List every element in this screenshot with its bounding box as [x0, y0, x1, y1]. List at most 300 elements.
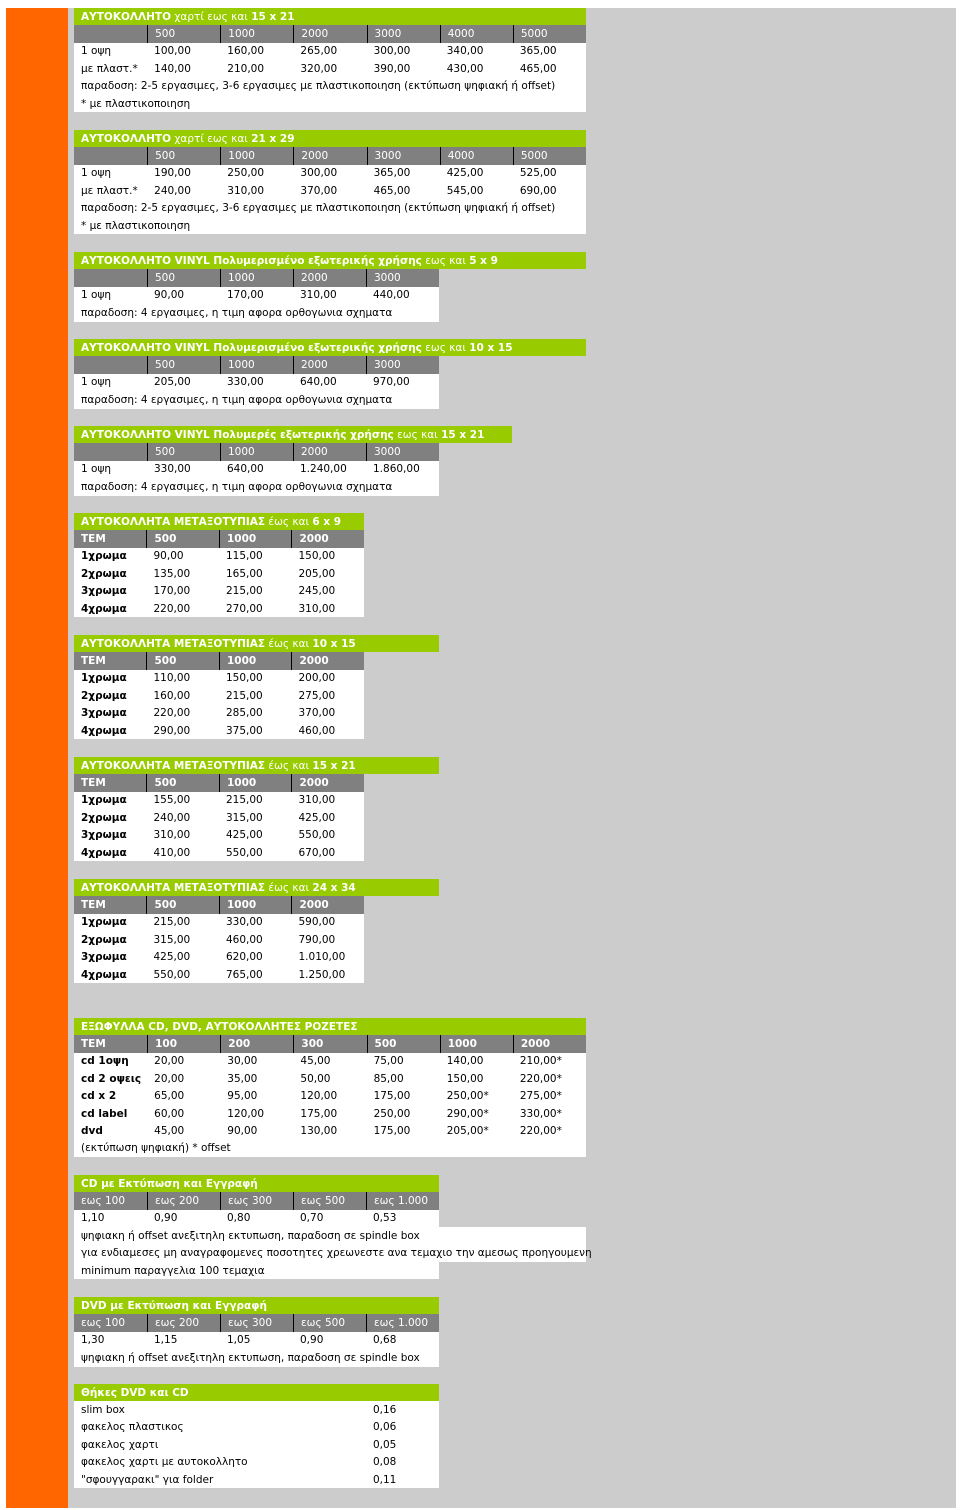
column-header: εως 500 — [293, 1314, 366, 1331]
table-row — [74, 705, 364, 722]
column-header: 2000 — [293, 269, 366, 286]
table-row — [74, 844, 364, 861]
table-cell: 170,00 — [153, 585, 191, 598]
column-header: 2000 — [291, 652, 364, 669]
section-title-mid: έως και — [265, 881, 313, 894]
section-title-main: ΑΥΤΟΚΟΛΛΗΤΟ — [81, 10, 172, 23]
table-cell: 220,00 — [153, 707, 191, 720]
section-sticker-21x29 — [74, 130, 586, 234]
item-price: 0,08 — [372, 1456, 397, 1469]
column-header: 200 — [220, 1035, 293, 1052]
table-cell: 430,00 — [446, 62, 484, 75]
column-header-row — [74, 1035, 586, 1052]
column-header: 1000 — [219, 896, 292, 913]
column-header: 100 — [147, 1035, 220, 1052]
table-cell: 0,90 — [154, 1212, 178, 1225]
section-title-mid: έως και — [265, 515, 313, 528]
column-header-row — [74, 269, 439, 286]
table-cell: 85,00 — [373, 1072, 404, 1085]
table-cell: 1.240,00 — [300, 463, 347, 476]
section-title — [74, 426, 512, 443]
item-label: slim box — [81, 1404, 125, 1417]
table-cell: 765,00 — [226, 968, 263, 981]
table-cell: με πλαστ.* — [81, 184, 138, 197]
column-header: 1000 — [219, 774, 292, 791]
section-cd-print-burn — [74, 1175, 592, 1279]
table-cell: 425,00 — [446, 167, 484, 180]
column-header: ΤΕΜ — [81, 1038, 106, 1051]
table-cell: 440,00 — [373, 289, 410, 302]
table-row — [74, 548, 364, 565]
column-header: 500 — [146, 774, 219, 791]
column-header: 1000 — [220, 25, 293, 42]
table-cell: 1,30 — [81, 1334, 105, 1347]
table-row — [74, 43, 586, 60]
column-header: 3000 — [367, 25, 440, 42]
section-title-mid: έως και — [265, 637, 313, 650]
table-cell: 640,00 — [300, 376, 337, 389]
table-cell: 2χρωμα — [81, 933, 127, 946]
table-cell: 1 οψη — [81, 376, 112, 389]
table-cell: 45,00 — [300, 1055, 331, 1068]
table-cell: 310,00 — [298, 794, 336, 807]
table-cell: 550,00 — [226, 846, 263, 859]
section-title — [74, 879, 439, 896]
table-cell: 340,00 — [446, 45, 484, 58]
section-title-main: CD με Εκτύπωση και Εγγραφή — [81, 1177, 258, 1190]
section-title-mid: χαρτί εως και — [171, 10, 252, 23]
table-cell: 170,00 — [227, 289, 264, 302]
column-header-row — [74, 147, 586, 164]
section-title-text — [81, 1300, 267, 1312]
table-cell: 150,00 — [226, 672, 263, 685]
section-title — [74, 513, 364, 530]
table-cell: 1 οψη — [81, 289, 112, 302]
table-cell: 1χρωμα — [81, 916, 127, 929]
table-cell: 525,00 — [519, 167, 557, 180]
section-title-main: ΑΥΤΟΚΟΛΛΗΤΟ — [81, 132, 172, 145]
table-cell: 550,00 — [153, 968, 191, 981]
table-cell: 1.010,00 — [298, 951, 346, 964]
section-title-main: ΑΥΤΟΚΟΛΛΗΤΟ VINYL Πολυμερές εξωτερικής χρήσης — [81, 428, 394, 441]
column-header: 500 — [147, 25, 220, 42]
table-row — [74, 374, 439, 391]
column-header: εως 100 — [81, 1195, 126, 1208]
table-cell: 30,00 — [227, 1055, 258, 1068]
column-header: ΤΕΜ — [81, 899, 106, 912]
column-header: 500 — [146, 896, 219, 913]
table-cell: 250,00* — [446, 1090, 489, 1103]
column-header: 3000 — [366, 356, 439, 373]
table-cell: 200,00 — [298, 672, 336, 685]
table-cell: 425,00 — [298, 811, 336, 824]
item-price: 0,11 — [372, 1473, 397, 1486]
table-cell: 160,00 — [227, 45, 265, 58]
table-cell: 175,00 — [300, 1107, 338, 1120]
table-row — [74, 461, 439, 478]
table-cell: 425,00 — [153, 951, 191, 964]
column-header-row — [74, 530, 364, 547]
table-cell: 640,00 — [227, 463, 264, 476]
table-cell: 330,00* — [519, 1107, 562, 1120]
note-text: για ενδιαμεσες μη αναγραφομενες ποσοτητες χρεωνεστε ανα τεμαχιο την αμεσως προηγουμενη — [74, 1245, 586, 1262]
column-header — [74, 269, 147, 286]
table-cell: 460,00 — [226, 933, 263, 946]
section-title — [74, 1018, 586, 1035]
section-title — [74, 1384, 439, 1401]
table-cell: 425,00 — [226, 829, 263, 842]
table-cell: 330,00 — [154, 463, 191, 476]
table-cell: 320,00 — [300, 62, 338, 75]
column-header: 1000 — [220, 356, 293, 373]
item-label: φακελος χαρτι με αυτοκολλητο — [81, 1456, 248, 1469]
table-row — [74, 792, 364, 809]
column-header: εως 300 — [220, 1314, 293, 1331]
column-header — [74, 356, 147, 373]
table-row — [74, 827, 364, 844]
table-cell: 0,80 — [227, 1212, 251, 1225]
table-row — [74, 687, 364, 704]
column-header-row — [74, 1192, 439, 1209]
column-header: 2000 — [293, 25, 366, 42]
table-cell: 315,00 — [226, 811, 263, 824]
table-cell: 365,00 — [519, 45, 557, 58]
section-title-text — [81, 429, 484, 441]
table-cell: 545,00 — [446, 184, 484, 197]
table-cell: 370,00 — [300, 184, 338, 197]
table-cell: 240,00 — [154, 184, 191, 197]
item-price: 0,06 — [372, 1421, 397, 1434]
table-cell: 690,00 — [519, 184, 557, 197]
column-header: 500 — [146, 652, 219, 669]
table-cell: 150,00 — [446, 1072, 484, 1085]
table-cell: 210,00* — [519, 1055, 562, 1068]
table-cell: 2χρωμα — [81, 689, 127, 702]
table-cell: 45,00 — [154, 1125, 185, 1138]
table-cell: 220,00* — [519, 1125, 562, 1138]
table-cell: 215,00 — [226, 794, 263, 807]
list-item — [74, 1454, 439, 1471]
table-cell: 250,00 — [227, 167, 265, 180]
table-row — [74, 1088, 586, 1105]
table-cell: 310,00 — [227, 184, 265, 197]
column-header-row — [74, 652, 364, 669]
section-cd-covers — [74, 1018, 586, 1157]
table-cell: 2χρωμα — [81, 567, 127, 580]
column-header: εως 200 — [147, 1314, 220, 1331]
table-row — [74, 287, 439, 304]
column-header: 1000 — [220, 269, 293, 286]
column-header: 1000 — [219, 652, 292, 669]
column-header — [74, 443, 147, 460]
table-cell: 110,00 — [153, 672, 191, 685]
table-cell: 270,00 — [226, 602, 263, 615]
table-row — [74, 565, 364, 582]
section-silkscreen-6x9 — [74, 513, 364, 617]
section-sticker-15x21 — [74, 8, 586, 112]
section-title — [74, 339, 586, 356]
table-cell: 550,00 — [298, 829, 336, 842]
note-text: παραδοση: 4 εργασιμες, η τιμη αφορα ορθογωνια σχηματα — [74, 391, 439, 408]
note-text: ψηφιακη ή offset ανεξιτηλη εκτυπωση, παραδοση σε spindle box — [74, 1349, 439, 1366]
column-header: 2000 — [513, 1035, 586, 1052]
section-title-mid: εως και — [393, 428, 442, 441]
table-cell: 4χρωμα — [81, 724, 127, 737]
column-header: 1000 — [220, 443, 293, 460]
table-cell: 590,00 — [298, 916, 336, 929]
column-header: εως 1.000 — [366, 1192, 439, 1209]
item-price: 0,16 — [372, 1404, 397, 1417]
table-cell: 60,00 — [154, 1107, 185, 1120]
section-title-main: ΕΞΩΦΥΛΛΑ CD, DVD, ΑΥΤΟΚΟΛΛΗΤΕΣ ΡΟΖΕΤΕΣ — [81, 1020, 358, 1033]
column-header: 500 — [147, 147, 220, 164]
table-cell: 370,00 — [298, 707, 336, 720]
section-title-text — [81, 882, 356, 894]
table-row — [74, 1122, 586, 1139]
section-title-main: DVD με Εκτύπωση και Εγγραφή — [81, 1299, 267, 1312]
table-row — [74, 1210, 439, 1227]
table-cell: 1 οψη — [81, 463, 112, 476]
table-cell: 155,00 — [153, 794, 191, 807]
table-cell: 100,00 — [154, 45, 191, 58]
column-header: 4000 — [440, 147, 513, 164]
table-row — [74, 809, 364, 826]
table-cell: 190,00 — [154, 167, 191, 180]
table-cell: 210,00 — [227, 62, 265, 75]
orange-sidebar — [6, 8, 68, 1508]
list-item — [74, 1419, 439, 1436]
table-cell: 285,00 — [226, 707, 263, 720]
section-title — [74, 757, 439, 774]
table-cell: 390,00 — [373, 62, 411, 75]
section-title-size: 10 x 15 — [312, 637, 356, 650]
table-cell: 375,00 — [226, 724, 263, 737]
list-item — [74, 1436, 439, 1453]
table-cell: 1,10 — [81, 1212, 105, 1225]
table-cell: cd x 2 — [81, 1090, 117, 1103]
table-cell: 2χρωμα — [81, 811, 127, 824]
table-cell: 300,00 — [300, 167, 338, 180]
table-cell: 35,00 — [227, 1072, 258, 1085]
table-cell: 3χρωμα — [81, 951, 127, 964]
table-cell: 175,00 — [373, 1090, 411, 1103]
table-row — [74, 670, 364, 687]
table-cell: 90,00 — [154, 289, 185, 302]
table-cell: 240,00 — [153, 811, 191, 824]
section-title-size: 15 x 21 — [251, 10, 295, 23]
column-header-row — [74, 1314, 439, 1331]
section-title — [74, 8, 586, 25]
note-text: παραδοση: 2-5 εργασιμες, 3-6 εργασιμες με πλαστικοποιηση (εκτύπωση ψηφιακή ή offset) — [74, 200, 586, 217]
item-label: φακελος χαρτι — [81, 1438, 159, 1451]
table-cell: 4χρωμα — [81, 968, 127, 981]
column-header-row — [74, 443, 439, 460]
table-cell: cd 2 οψεις — [81, 1072, 142, 1085]
column-header: ΤΕΜ — [81, 655, 106, 668]
table-row — [74, 1105, 586, 1122]
table-cell: 1,15 — [154, 1334, 178, 1347]
table-row — [74, 182, 586, 199]
column-header-row — [74, 774, 364, 791]
table-cell: 3χρωμα — [81, 707, 127, 720]
section-title-size: 15 x 21 — [312, 759, 356, 772]
table-cell: 465,00 — [373, 184, 411, 197]
column-header: 5000 — [513, 25, 586, 42]
section-title-main: ΑΥΤΟΚΟΛΛΗΤΑ ΜΕΤΑΞΟΤΥΠΙΑΣ — [81, 515, 266, 528]
table-row — [74, 1053, 586, 1070]
table-cell: 215,00 — [153, 916, 191, 929]
table-cell: 0,70 — [300, 1212, 324, 1225]
table-row — [74, 914, 364, 931]
table-cell: 290,00* — [446, 1107, 489, 1120]
section-title-mid: έως και — [265, 759, 313, 772]
column-header: 2000 — [291, 530, 364, 547]
list-item — [74, 1401, 439, 1418]
column-header: 1000 — [220, 147, 293, 164]
table-cell: 140,00 — [446, 1055, 484, 1068]
table-cell: 0,90 — [300, 1334, 324, 1347]
section-title-main: ΑΥΤΟΚΟΛΛΗΤΑ ΜΕΤΑΞΟΤΥΠΙΑΣ — [81, 759, 266, 772]
table-cell: 330,00 — [226, 916, 263, 929]
table-cell: 1χρωμα — [81, 550, 127, 563]
section-title — [74, 130, 586, 147]
section-title — [74, 252, 586, 269]
column-header-row — [74, 356, 439, 373]
column-header — [74, 147, 147, 164]
section-title-main: ΑΥΤΟΚΟΛΛΗΤΑ ΜΕΤΑΞΟΤΥΠΙΑΣ — [81, 637, 266, 650]
column-header: εως 100 — [81, 1317, 126, 1330]
table-cell: 620,00 — [226, 951, 263, 964]
column-header: 1000 — [219, 530, 292, 547]
table-cell: 120,00 — [300, 1090, 338, 1103]
note-text: παραδοση: 2-5 εργασιμες, 3-6 εργασιμες με πλαστικοποιηση (εκτύπωση ψηφιακή ή offset) — [74, 78, 586, 95]
table-row — [74, 966, 364, 983]
column-header: 500 — [147, 356, 220, 373]
table-cell: 50,00 — [300, 1072, 331, 1085]
table-cell: 75,00 — [373, 1055, 404, 1068]
note-text: ψηφιακη ή offset ανεξιτηλη εκτυπωση, παραδοση σε spindle box — [74, 1227, 586, 1244]
table-cell: 245,00 — [298, 585, 336, 598]
column-header: εως 1.000 — [366, 1314, 439, 1331]
table-cell: 4χρωμα — [81, 846, 127, 859]
column-header: 2000 — [293, 443, 366, 460]
table-cell: 290,00 — [153, 724, 191, 737]
section-title — [74, 1297, 439, 1314]
section-title-text — [81, 255, 498, 267]
table-cell: 1,05 — [227, 1334, 251, 1347]
table-cell: 175,00 — [373, 1125, 411, 1138]
note-text: * με πλαστικοποιηση — [74, 95, 586, 112]
column-header: 300 — [293, 1035, 366, 1052]
table-cell: 460,00 — [298, 724, 336, 737]
column-header: 3000 — [366, 269, 439, 286]
note-text: (εκτύπωση ψηφιακή) * offset — [74, 1140, 586, 1157]
table-cell: 90,00 — [153, 550, 184, 563]
table-cell: 1.250,00 — [298, 968, 346, 981]
section-title-mid: εως και — [421, 341, 470, 354]
column-header: 2000 — [291, 896, 364, 913]
table-cell: 215,00 — [226, 689, 263, 702]
table-cell: 220,00 — [153, 602, 191, 615]
table-cell: 365,00 — [373, 167, 411, 180]
column-header: 1000 — [440, 1035, 513, 1052]
section-title-size: 6 x 9 — [312, 515, 342, 528]
section-dvd-cd-cases — [74, 1384, 439, 1488]
section-title-text — [81, 11, 295, 23]
table-cell: 330,00 — [227, 376, 264, 389]
section-title — [74, 635, 439, 652]
table-cell: 115,00 — [226, 550, 263, 563]
table-cell: 300,00 — [373, 45, 411, 58]
section-title — [74, 1175, 439, 1192]
table-cell: 250,00 — [373, 1107, 411, 1120]
column-header: 500 — [146, 530, 219, 547]
column-header: 2000 — [293, 356, 366, 373]
column-header: 5000 — [513, 147, 586, 164]
section-vinyl-15x21 — [74, 426, 512, 496]
table-cell: cd 1οψη — [81, 1055, 129, 1068]
section-vinyl-5x9 — [74, 252, 586, 322]
table-row — [74, 600, 364, 617]
table-cell: 465,00 — [519, 62, 557, 75]
table-cell: με πλαστ.* — [81, 62, 138, 75]
table-cell: 160,00 — [153, 689, 191, 702]
section-title-mid: χαρτί εως και — [171, 132, 252, 145]
table-cell: 3χρωμα — [81, 585, 127, 598]
note-text: minimum παραγγελια 100 τεμαχια — [74, 1262, 439, 1279]
column-header: εως 300 — [220, 1192, 293, 1209]
table-row — [74, 60, 586, 77]
section-vinyl-10x15 — [74, 339, 586, 409]
table-cell: cd label — [81, 1107, 128, 1120]
table-cell: 1χρωμα — [81, 794, 127, 807]
table-cell: 410,00 — [153, 846, 191, 859]
section-silkscreen-15x21 — [74, 757, 439, 861]
table-cell: 20,00 — [154, 1055, 185, 1068]
table-cell: 205,00 — [298, 567, 336, 580]
table-cell: 205,00* — [446, 1125, 489, 1138]
table-cell: 275,00 — [298, 689, 336, 702]
table-cell: 1.860,00 — [373, 463, 420, 476]
column-header: 500 — [367, 1035, 440, 1052]
table-cell: 1 οψη — [81, 167, 112, 180]
table-cell: 120,00 — [227, 1107, 265, 1120]
section-title-main: ΑΥΤΟΚΟΛΛΗΤΑ ΜΕΤΑΞΟΤΥΠΙΑΣ — [81, 881, 266, 894]
column-header: 2000 — [291, 774, 364, 791]
table-cell: 220,00* — [519, 1072, 562, 1085]
table-row — [74, 1332, 439, 1349]
note-text: παραδοση: 4 εργασιμες, η τιμη αφορα ορθογωνια σχηματα — [74, 304, 439, 321]
table-cell: 90,00 — [227, 1125, 258, 1138]
table-cell: 265,00 — [300, 45, 338, 58]
table-cell: 275,00* — [519, 1090, 562, 1103]
table-cell: 165,00 — [226, 567, 263, 580]
section-title-text — [81, 1387, 189, 1399]
column-header: 500 — [147, 443, 220, 460]
section-title-mid: εως και — [421, 254, 470, 267]
section-title-text — [81, 1021, 358, 1033]
table-row — [74, 949, 364, 966]
section-title-text — [81, 133, 295, 145]
table-cell: 790,00 — [298, 933, 336, 946]
item-label: "σφουγγαρακι" για folder — [81, 1473, 214, 1486]
table-row — [74, 722, 364, 739]
table-cell: 0,53 — [373, 1212, 397, 1225]
column-header-row — [74, 25, 586, 42]
column-header: 3000 — [366, 443, 439, 460]
column-header: 500 — [147, 269, 220, 286]
column-header-row — [74, 896, 364, 913]
